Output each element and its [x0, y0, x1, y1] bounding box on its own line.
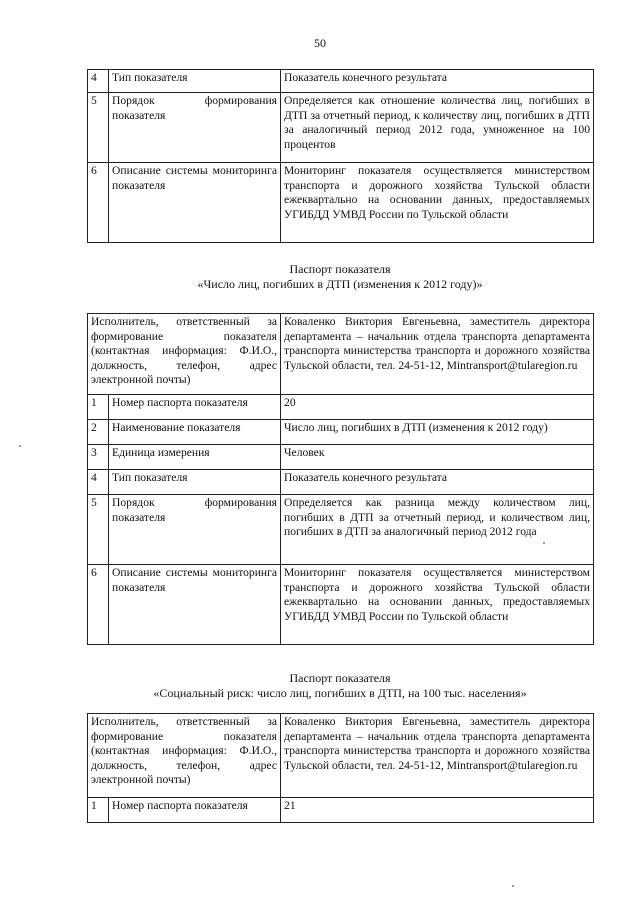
row-label: Порядок формирования показателя [109, 93, 281, 163]
passport-heading [60, 262, 620, 291]
row-label: Наименование показателя [109, 420, 281, 445]
row-label: Тип показателя [109, 470, 281, 495]
table-row [88, 470, 594, 495]
row-number: 3 [88, 445, 109, 470]
row-label: Тип показателя [109, 70, 281, 93]
table-row [88, 714, 594, 798]
scan-speck [512, 885, 514, 887]
table-row [88, 70, 594, 93]
row-value: Определяется как отношение количества лиц, погибших в ДТП за отчетный период, к количеству лиц, погибших в ДТП за аналогичный период 2012 года, умноженное на 100 процентов [281, 93, 594, 163]
table-row [88, 798, 594, 823]
passport-table-continued [87, 69, 594, 243]
row-number: 6 [88, 565, 109, 645]
row-number: 5 [88, 93, 109, 163]
table-row [88, 420, 594, 445]
row-label: Описание системы мониторинга показателя [109, 163, 281, 243]
passport-table [87, 713, 594, 823]
table-row [88, 495, 594, 565]
page-number: 50 [314, 36, 326, 50]
scan-speck [19, 445, 21, 447]
table-row [88, 163, 594, 243]
table-row [88, 445, 594, 470]
row-value: 21 [281, 798, 594, 823]
executor-label: Исполнитель, ответственный за формирование показателя (контактная информация: Ф.И.О., должность, телефон, адрес электронной почты) [88, 714, 281, 798]
passport-table [87, 313, 594, 645]
row-value: Определяется как разница между количеством лиц, погибших в ДТП за отчетный период, и количеством лиц, погибших в ДТП за аналогичный период 2012 года [281, 495, 594, 565]
heading-title: Паспорт показателя [289, 671, 391, 685]
row-label: Описание системы мониторинга показателя [109, 565, 281, 645]
row-label: Порядок формирования показателя [109, 495, 281, 565]
executor-value: Коваленко Виктория Евгеньевна, заместитель директора департамента – начальник отдела транспорта департамента транспорта министерства транспорта и дорожного хозяйства Тульской области, тел. 24-51-12, Mintransport@tularegion.ru [281, 314, 594, 395]
table-row [88, 93, 594, 163]
row-value: Мониторинг показателя осуществляется министерством транспорта и дорожного хозяйства Тульской области ежеквартально на основании данных, предоставляемых УГИБДД УМВД России по Тульской области [281, 163, 594, 243]
row-label: Единица измерения [109, 445, 281, 470]
row-value: 20 [281, 395, 594, 420]
table-row [88, 395, 594, 420]
row-label: Номер паспорта показателя [109, 798, 281, 823]
row-number: 6 [88, 163, 109, 243]
row-number: 1 [88, 395, 109, 420]
heading-subtitle: «Социальный риск: число лиц, погибших в ДТП, на 100 тыс. населения» [153, 685, 527, 700]
row-number: 4 [88, 470, 109, 495]
table-row [88, 565, 594, 645]
row-value: Число лиц, погибших в ДТП (изменения к 2012 году) [281, 420, 594, 445]
row-value: Мониторинг показателя осуществляется министерством транспорта и дорожного хозяйства Тульской области ежеквартально на основании данных, предоставляемых УГИБДД УМВД России по Тульской области [281, 565, 594, 645]
row-number: 2 [88, 420, 109, 445]
heading-title: Паспорт показателя [289, 262, 391, 276]
row-number: 5 [88, 495, 109, 565]
row-value: Человек [281, 445, 594, 470]
scan-speck [543, 542, 545, 544]
row-number: 4 [88, 70, 109, 93]
row-value: Показатель конечного результата [281, 470, 594, 495]
row-label: Номер паспорта показателя [109, 395, 281, 420]
heading-subtitle: «Число лиц, погибших в ДТП (изменения к 2012 году)» [197, 276, 483, 291]
executor-value: Коваленко Виктория Евгеньевна, заместитель директора департамента – начальник отдела транспорта департамента транспорта министерства транспорта и дорожного хозяйства Тульской области, тел. 24-51-12, Mintransport@tularegion.ru [281, 714, 594, 798]
row-value: Показатель конечного результата [281, 70, 594, 93]
executor-label: Исполнитель, ответственный за формирование показателя (контактная информация: Ф.И.О., должность, телефон, адрес электронной почты) [88, 314, 281, 395]
table-row [88, 314, 594, 395]
row-number: 1 [88, 798, 109, 823]
passport-heading [60, 671, 620, 700]
